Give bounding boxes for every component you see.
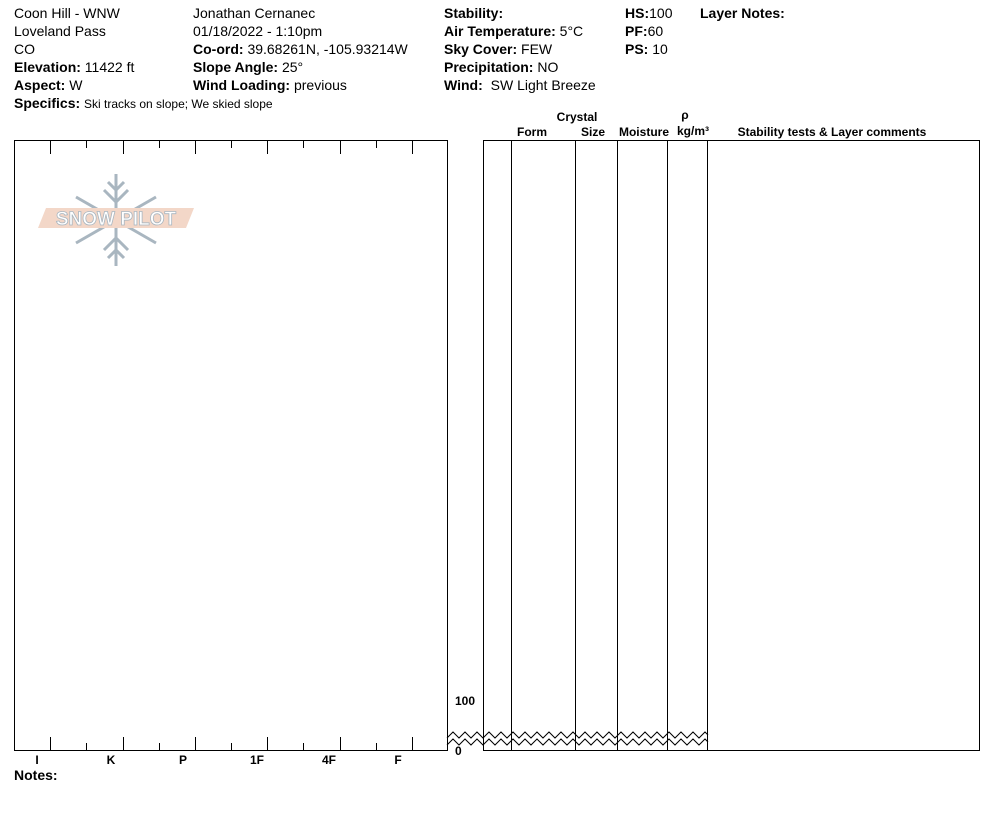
specifics-value: Ski tracks on slope; We skied slope [84,97,273,111]
stability-label: Stability: [444,5,504,21]
location-name: Coon Hill - WNW [14,5,120,21]
aspect-value: W [69,77,83,93]
precip-label: Precipitation: [444,59,534,75]
location-range: Loveland Pass [14,23,106,39]
slope-label: Slope Angle: [193,59,279,75]
pf-label: PF: [625,23,648,39]
pf-value: 60 [647,23,664,39]
hardness-label-i: I [35,753,39,767]
precip-value: NO [537,59,559,75]
ps-label: PS: [625,41,649,57]
density-symbol: ρ [681,108,689,122]
snow-pilot-logo [38,170,194,270]
logo-text: SNOW PILOT [55,209,177,230]
location-state: CO [14,41,35,57]
size-header: Size [580,125,605,139]
aspect-label: Aspect: [14,77,66,93]
ps-value: 10 [652,41,668,57]
hs-value: 100 [649,5,673,21]
sky-cover-label: Sky Cover: [444,41,518,57]
hardness-label-f: F [394,753,402,767]
crystal-header: Crystal [556,110,598,124]
coord-value: 39.68261N, -105.93214W [247,41,408,57]
elevation-label: Elevation: [14,59,81,75]
hardness-label-p: P [178,753,188,767]
wind-label: Wind: [444,77,483,93]
air-temp-label: Air Temperature: [444,23,556,39]
notes-label: Notes: [14,767,58,783]
observer-name: Jonathan Cernanec [193,5,316,21]
wind-value: SW Light Breeze [490,77,596,93]
sky-cover-value: FEW [521,41,553,57]
elevation-value: 11422 ft [84,59,135,75]
wind-loading-label: Wind Loading: [193,77,291,93]
specifics-label: Specifics: [14,95,81,111]
coord-label: Co-ord: [193,41,244,57]
comments-header: Stability tests & Layer comments [737,125,927,139]
hs-label: HS: [625,5,650,21]
observation-datetime: 01/18/2022 - 1:10pm [193,23,323,39]
hardness-label-4f: 4F [321,753,337,767]
wind-loading-value: previous [293,77,347,93]
slope-value: 25° [281,59,304,75]
depth-label-top: 100 [455,694,476,708]
moisture-header: Moisture [618,125,669,139]
hardness-label-1f: 1F [249,753,265,767]
hardness-label-k: K [106,753,116,767]
depth-label-bottom: 0 [455,744,462,758]
air-temp-value: 5°C [559,23,584,39]
layer-notes-label: Layer Notes: [700,5,785,21]
density-unit: kg/m³ [676,124,709,138]
form-header: Form [517,125,547,139]
